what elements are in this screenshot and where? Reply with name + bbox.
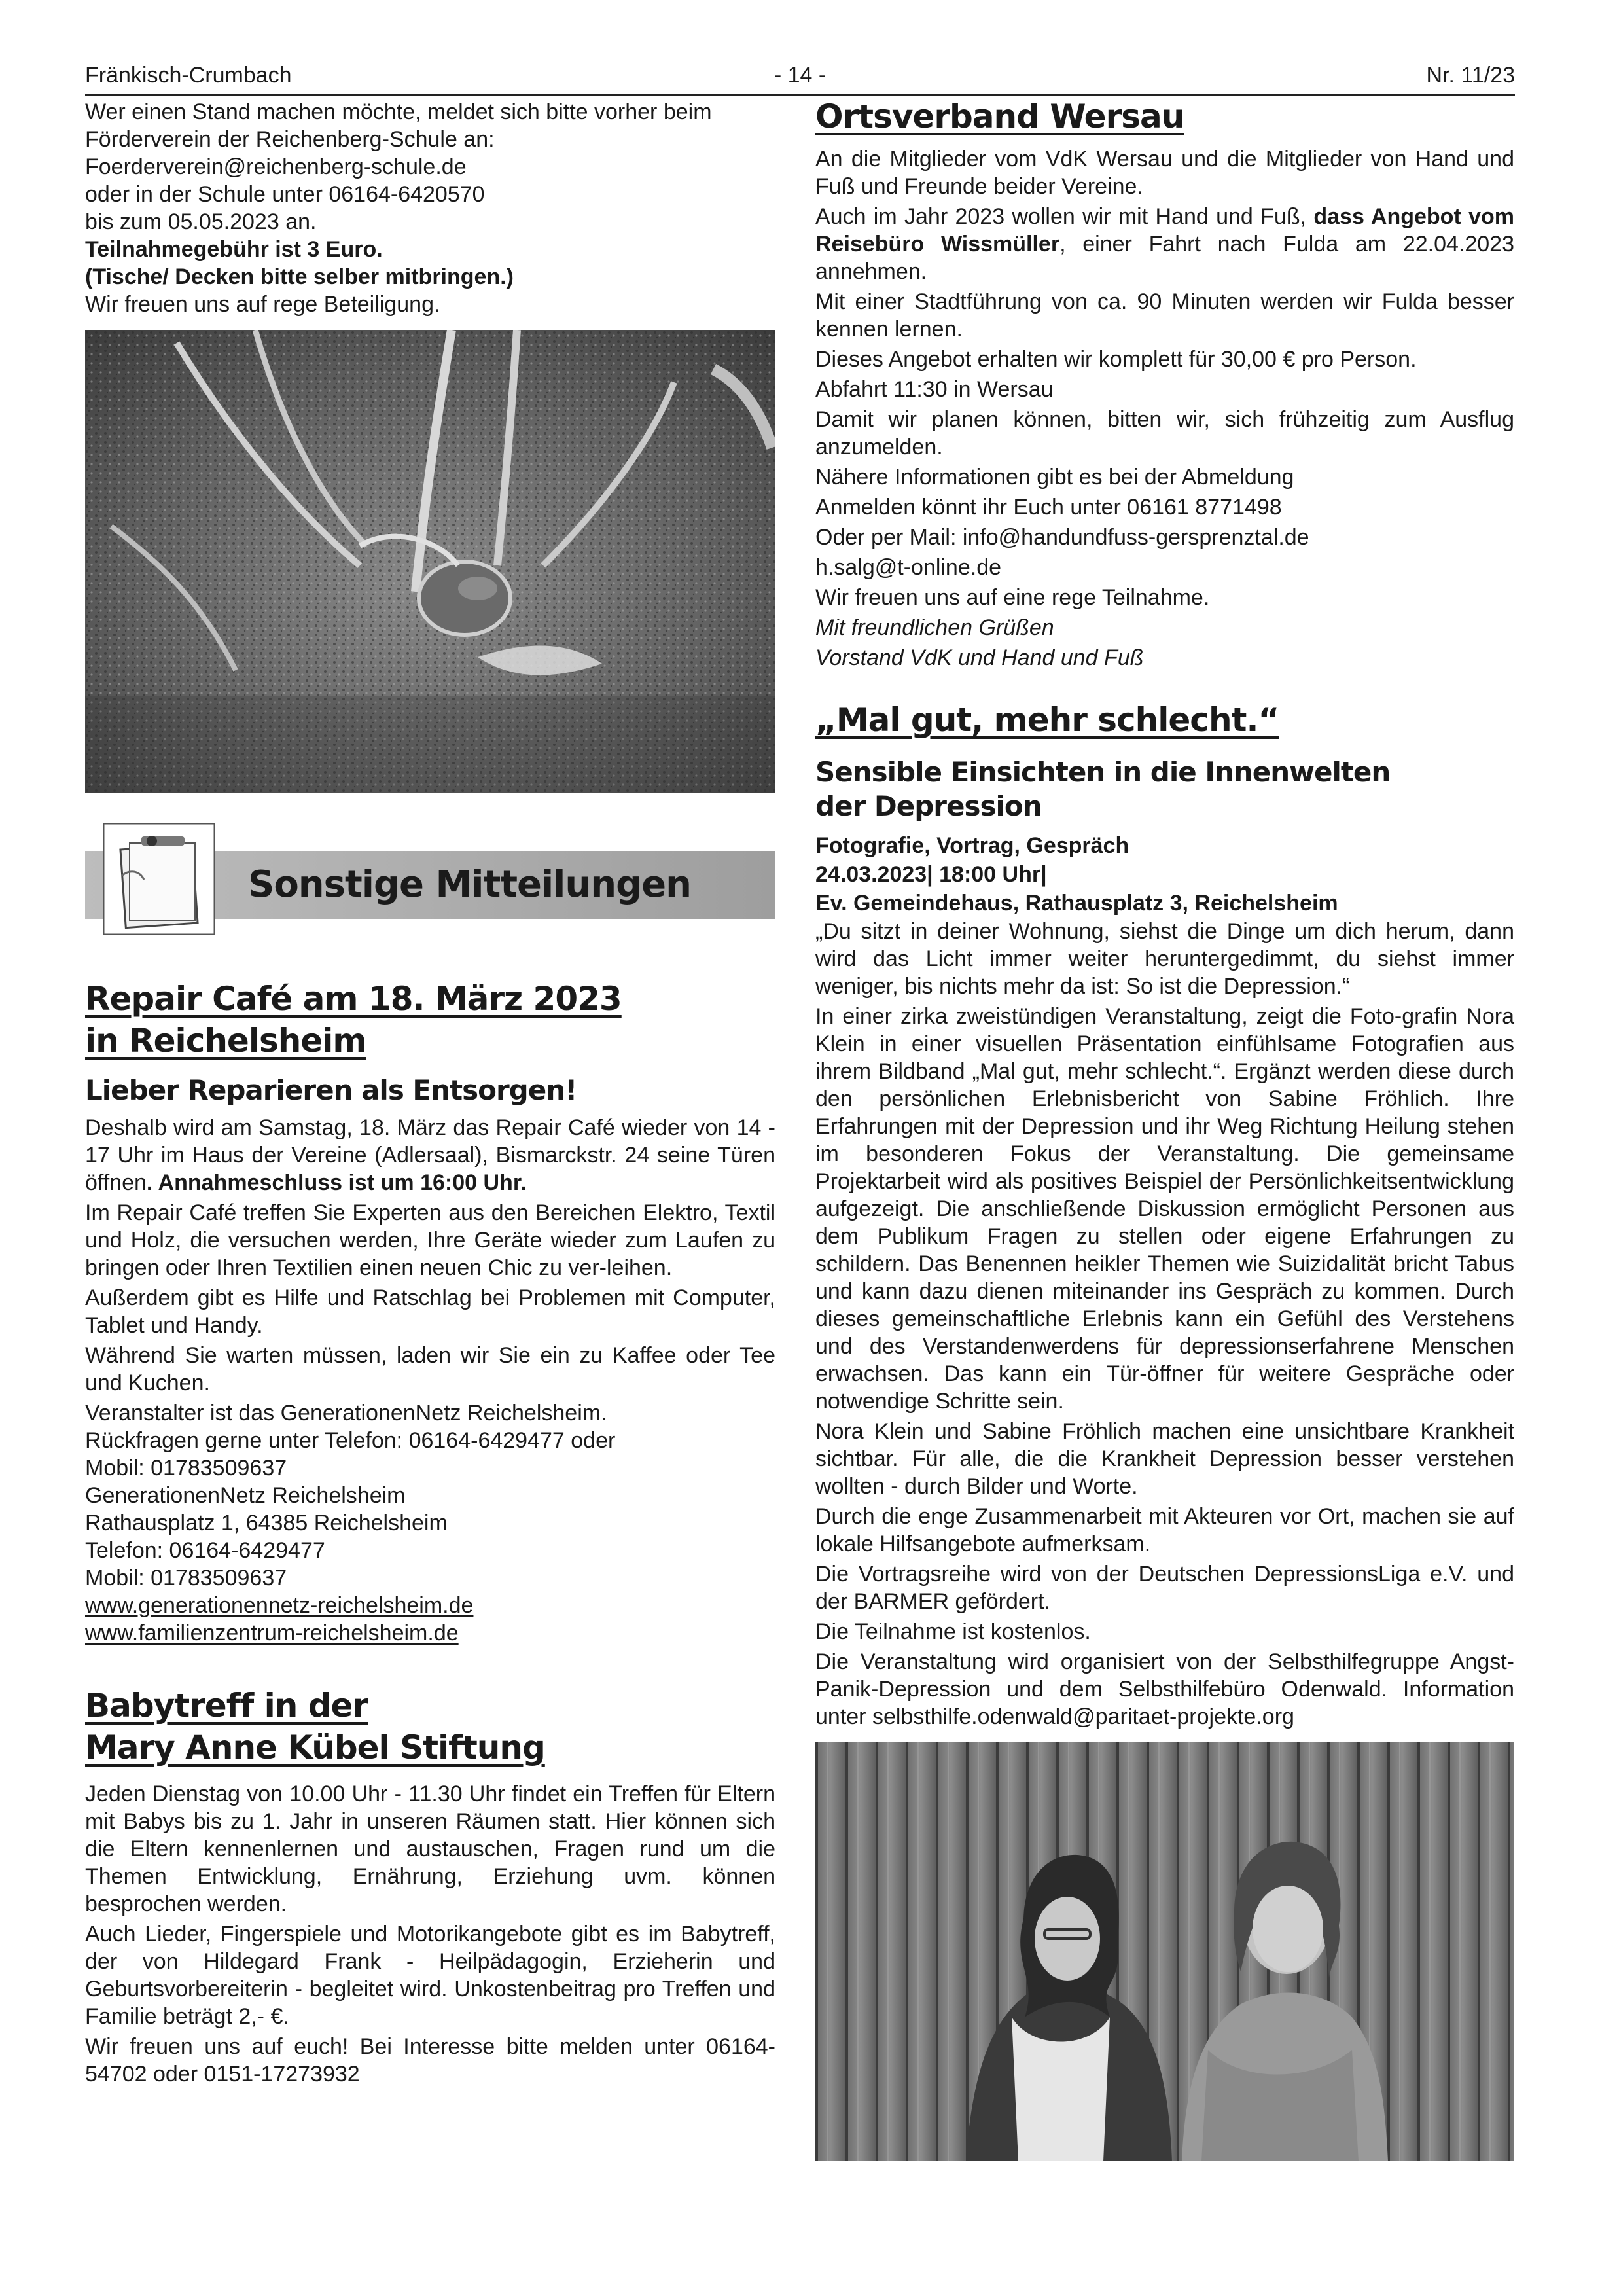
garden-photo-image [85,330,775,793]
right-column [815,98,1514,2161]
contact-line: Mobil: 01783509637 [85,1566,287,1590]
contact-line: Rückfragen gerne unter Telefon: 06164-6429477 oder [85,1428,616,1453]
section-banner-title: Sonstige Mitteilungen [247,863,692,906]
depression-sponsors: Die Vortragsreihe wird von der Deutschen DepressionsLiga e.V. und der BARMER gefördert. [815,1562,1514,1614]
wersau-title: Ortsverband Wersau [815,98,1184,135]
intro-text-1: Wer einen Stand machen möchte, meldet sich bitte vorher beim Förderverein der Reichenberg-Schule an: [85,99,712,152]
repair-cafe-title-1: Repair Café am 18. März 2023 [85,980,622,1018]
depression-meta-place: Ev. Gemeindehaus, Rathausplatz 3, Reichelsheim [815,891,1338,916]
section-banner [85,823,775,935]
wersau-sign-2: Vorstand VdK und Hand und Fuß [815,645,1144,670]
repair-cafe-intro [85,1114,775,1196]
wersau-email-1[interactable]: Oder per Mail: info@handundfuss-gersprenztal.de [815,525,1309,550]
repair-cafe-title-2: in Reichelsheim [85,1022,366,1060]
wersau-offer-c: , einer Fahrt nach Fulda am 22.04.2023 annehmen. [815,232,1514,284]
wersau-offer [815,203,1514,285]
repair-cafe-coffee: Während Sie warten müssen, laden wir Sie ein zu Kaffee oder Tee und Kuchen. [85,1343,775,1395]
repair-cafe-deadline: . Annahmeschluss ist um 16:00 Uhr. [146,1170,527,1195]
repair-cafe-intro-text: Deshalb wird am Samstag, 18. März das Repair Café wieder von 14 - 17 Uhr im Haus der Vereine (Adlersaal), Bismarckstr. 24 seine Türen öffnen [85,1115,775,1195]
intro-deadline: bis zum 05.05.2023 an. [85,209,317,234]
contact-line: Veranstalter ist das GenerationenNetz Reichelsheim. [85,1401,607,1426]
familienzentrum-link[interactable]: www.familienzentrum-reichelsheim.de [85,1621,459,1645]
contact-line: Telefon: 06164-6429477 [85,1538,325,1563]
wersau-price: Dieses Angebot erhalten wir komplett für 30,00 € pro Person. [815,347,1417,372]
intro-phone: oder in der Schule unter 06164-6420570 [85,182,485,207]
contact-line: Mobil: 01783509637 [85,1456,287,1480]
speakers-photo-image [815,1742,1514,2161]
babytreff-title-1: Babytreff in der [85,1687,368,1725]
wersau-register: Damit wir planen können, bitten wir, sich frühzeitig zum Ausflug anzumelden. [815,407,1514,459]
header-town: Fränkisch-Crumbach [85,63,292,88]
wersau-sign-1: Mit freundlichen Grüßen [815,615,1054,640]
depression-description: In einer zirka zweistündigen Veranstaltung, zeigt die Foto-grafin Nora Klein in einer visuellen Präsentation einfühlsame Fotografien aus ihrem Bildband „Mal gut, mehr schlecht.“. Ergänzt werden diese durch den persönlichen Erlebnisbericht von Sabine Fröhlich. Ihre Erfahrungen mit der Depression und ihr Weg Richtung Heilung stehen im besonderen Fokus der Veranstaltung. Die gemeinsame Projektarbeit wird als positives Beispiel der Persönlichkeitsentwicklung aufgezeigt. Die anschließende Diskussion ermöglicht Personen aus dem Publikum Fragen zu stellen oder eigene Erfahrungen zu schildern. Das Benennen heikler Themen wie Suizidalität bricht Tabus und kann dazu dienen miteinander ins Gespräch zu kommen. Durch dieses gemeinschaftliche Erlebnis kann ein Gefühl des Verstehens und des Verstandenwerdens für depressionserfahrene Menschen erwachsen. Das kann ein Tür-öffner für weitere Gespräche oder notwendige Schritte sein. [815,1004,1514,1414]
fee-note: Teilnahmegebühr ist 3 Euro. [85,237,383,262]
depression-subtitle-1: Sensible Einsichten in die Innenwelten [815,756,1391,788]
contact-line: GenerationenNetz Reichelsheim [85,1483,406,1508]
garden-photo [85,330,775,793]
wersau-departure: Abfahrt 11:30 in Wersau [815,377,1054,402]
babytreff-title-2: Mary Anne Kübel Stiftung [85,1729,545,1767]
depression-meta-date: 24.03.2023| 18:00 Uhr| [815,862,1047,887]
header-issue: Nr. 11/23 [1426,63,1515,88]
header-page-number: - 14 - [773,63,827,88]
wersau-greeting: An die Mitglieder vom VdK Wersau und die Mitglieder von Hand und Fuß und Freunde beider Vereine. [815,147,1514,199]
depression-title: „Mal gut, mehr schlecht.“ [815,701,1279,739]
babytreff-contact: Wir freuen uns auf euch! Bei Interesse bitte melden unter 06164-54702 oder 0151-17273932 [85,2034,775,2087]
depression-subtitle-2: der Depression [815,790,1042,822]
depression-quote: „Du sitzt in deiner Wohnung, siehst die Dinge um dich herum, dann wird das Licht immer weiter heruntergedimmt, du siehst immer weniger, bis nichts mehr da ist: So ist die Depression.“ [815,919,1514,999]
generationennetz-link[interactable]: www.generationennetz-reichelsheim.de [85,1593,474,1618]
tables-note: (Tische/ Decken bitte selber mitbringen.) [85,264,514,289]
depression-organizer: Die Veranstaltung wird organisiert von der Selbsthilfegruppe Angst-Panik-Depression und dem Selbsthilfebüro Odenwald. Information unter selbsthilfe.odenwald@paritaet-projekte.org [815,1649,1514,1729]
contact-line: Rathausplatz 1, 64385 Reichelsheim [85,1511,448,1535]
repair-cafe-experts: Im Repair Café treffen Sie Experten aus den Bereichen Elektro, Textil und Holz, die versuchen werden, Ihre Geräte wieder zum Laufen zu bringen oder Ihren Textilien einen neuen Chic zu ver-leihen. [85,1200,775,1280]
intro-closing: Wir freuen uns auf rege Beteiligung. [85,292,440,317]
wersau-closing: Wir freuen uns auf eine rege Teilnahme. [815,585,1210,610]
wersau-email-2[interactable]: h.salg@t-online.de [815,555,1002,580]
page-header [85,60,1515,96]
depression-speakers: Nora Klein und Sabine Fröhlich machen eine unsichtbare Krankheit sichtbar. Für alle, die die Krankheit Depression besser verstehen wollten - durch Bilder und Worte. [815,1419,1514,1499]
wersau-tour: Mit einer Stadtführung von ca. 90 Minuten werden wir Fulda besser kennen lernen. [815,289,1514,342]
left-column [85,98,775,2090]
babytreff-intro: Jeden Dienstag von 10.00 Uhr - 11.30 Uhr findet ein Treffen für Eltern mit Babys bis zu 1. Jahr in unseren Räumen statt. Hier können sich die Eltern kennenlernen und austauschen, Fragen rund um die Themen Entwicklung, Ernährung, Erziehung uvm. können besprochen werden. [85,1782,775,1916]
repair-cafe-help: Außerdem gibt es Hilfe und Ratschlag bei Problemen mit Computer, Tablet und Handy. [85,1285,775,1338]
depression-local: Durch die enge Zusammenarbeit mit Akteuren vor Ort, machen sie auf lokale Hilfsangebote aufmerksam. [815,1504,1514,1556]
depression-meta-format: Fotografie, Vortrag, Gespräch [815,833,1129,858]
wersau-info: Nähere Informationen gibt es bei der Abmeldung [815,465,1294,490]
intro-email[interactable]: Foerderverein@reichenberg-schule.de [85,154,467,179]
speakers-photo [815,1742,1514,2161]
wersau-offer-a: Auch im Jahr 2023 wollen wir mit Hand und Fuß, [815,204,1314,229]
wersau-offer-bold: dass Angebot vom Reisebüro Wissmüller [815,204,1514,257]
babytreff-activities: Auch Lieder, Fingerspiele und Motorikangebote gibt es im Babytreff, der von Hildegard Frank - Heilpädagogin, Erzieherin und Geburtsvorbereiterin - begleitet wird. Unkostenbeitrag pro Treffen und Familie beträgt 2,- €. [85,1922,775,2029]
wersau-phone: Anmelden könnt ihr Euch unter 06161 8771498 [815,495,1282,520]
depression-free: Die Teilnahme ist kostenlos. [815,1619,1091,1644]
repair-cafe-subtitle: Lieber Reparieren als Entsorgen! [85,1074,577,1106]
